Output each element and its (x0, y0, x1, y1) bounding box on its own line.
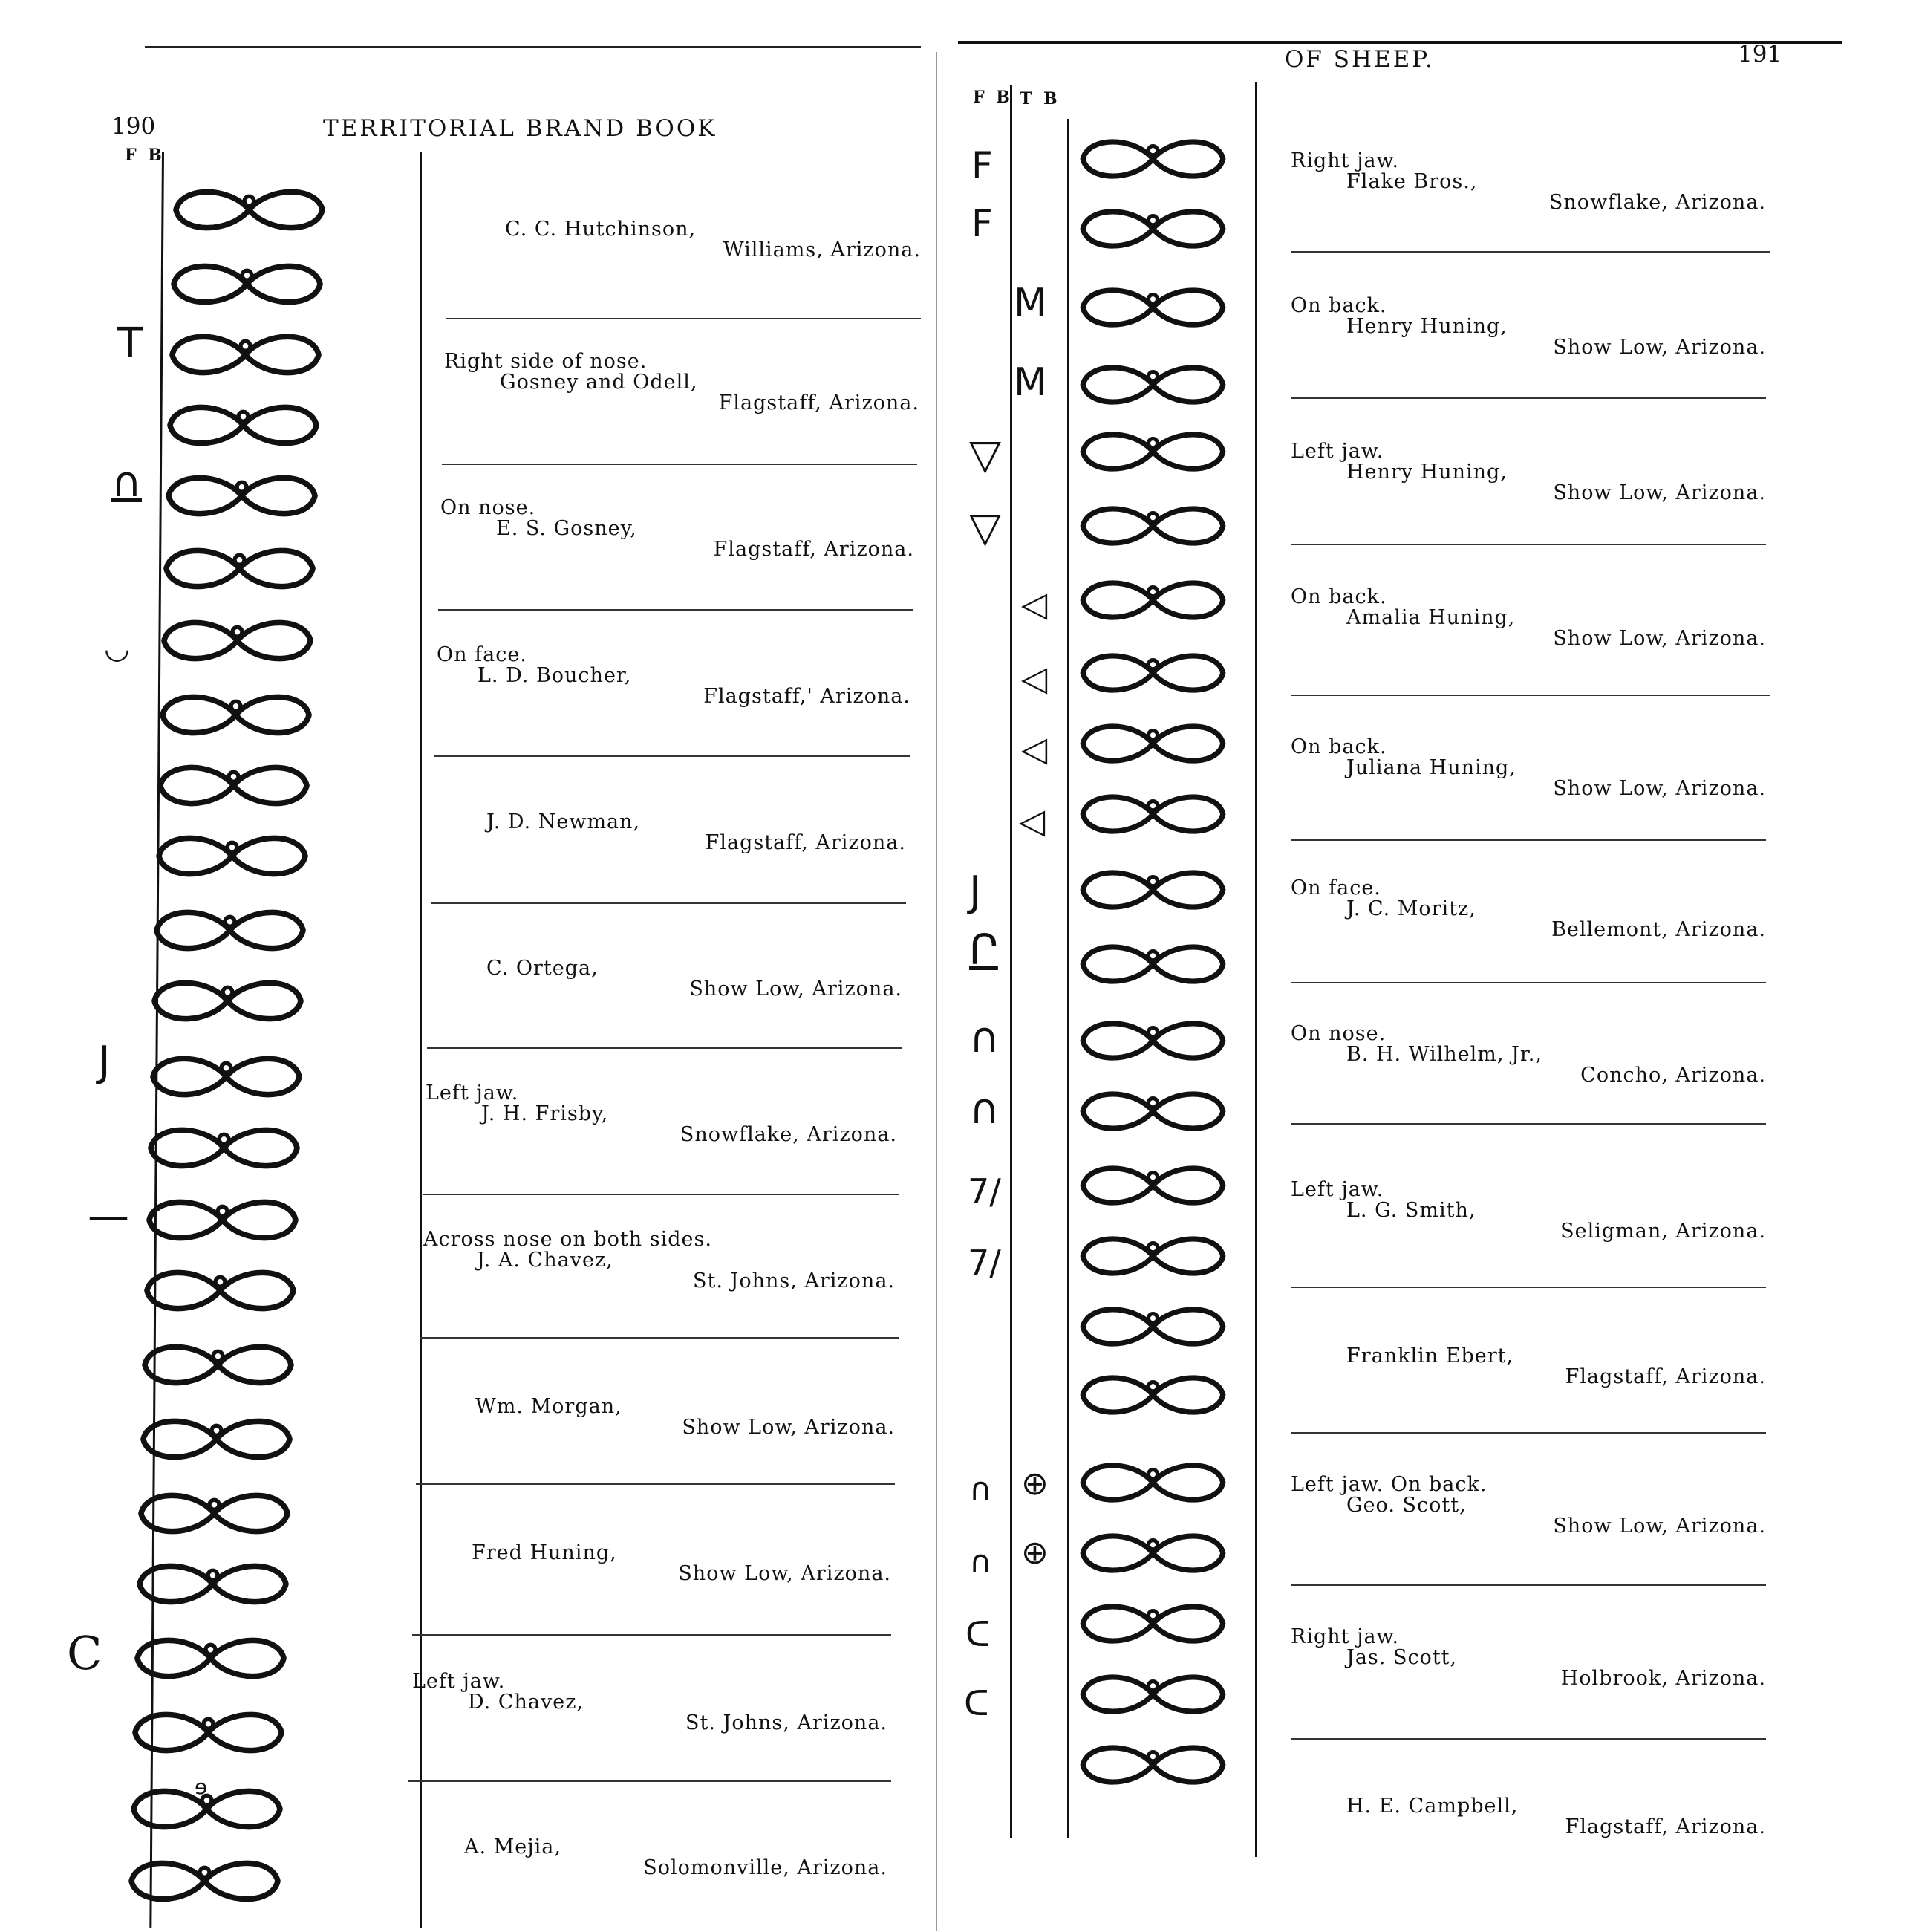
right-brand-11 (1077, 863, 1229, 917)
right-brand-16-ear-outline (1077, 1229, 1229, 1283)
right-entry-11: Right jaw. Jas. Scott, Holbrook, Arizona. (1291, 1625, 1766, 1690)
right-brand-3-ear-knot (1148, 295, 1157, 304)
left-entry-10: Fred Huning, Show Low, Arizona. (472, 1541, 891, 1585)
right-brand-21 (1077, 1597, 1229, 1650)
right-brand-23 (1077, 1738, 1229, 1792)
left-brand-11 (150, 902, 310, 958)
left-brand-24-ear-outline (125, 1853, 284, 1909)
right-brand-8 (1077, 646, 1229, 700)
right-fb-mark-arch3: ∩ (969, 1471, 992, 1507)
right-brand-16-ear-knot (1148, 1243, 1157, 1252)
right-entry-10: Left jaw. On back. Geo. Scott, Show Low, Arizona. (1291, 1473, 1766, 1538)
left-fb-column-head: F B (125, 146, 165, 165)
left-brand-4-ear-outline (163, 397, 323, 453)
left-brand-5-ear-outline (162, 468, 322, 524)
right-separator-9 (1291, 1432, 1766, 1434)
right-brand-4-ear-knot (1148, 372, 1157, 381)
right-tb-column-rule (1067, 119, 1069, 1838)
right-brand-11-ear-knot (1148, 877, 1157, 886)
left-brand-23-ear-knot (202, 1795, 212, 1805)
left-brand-22-ear-knot (203, 1719, 213, 1728)
right-entry-4: On back. Amalia Huning, Show Low, Arizona. (1291, 585, 1766, 650)
left-brand-20 (133, 1556, 293, 1612)
left-separator-5 (431, 902, 906, 904)
right-fb-column-head: F B (973, 88, 1013, 107)
right-tb-mark-circle2: ⊕ (1021, 1534, 1049, 1572)
right-brand-6 (1077, 499, 1229, 553)
left-brand-9-ear-knot (229, 772, 238, 781)
left-brand-16 (140, 1263, 300, 1318)
left-entry-1: C. C. Hutchinson, Williams, Arizona. (505, 218, 921, 261)
left-brand-1-ear-knot (244, 196, 254, 206)
right-brand-6-ear-knot (1148, 513, 1157, 522)
right-separator-4 (1291, 695, 1770, 696)
right-brand-20 (1077, 1526, 1229, 1580)
right-tb-mark-m1: M (1014, 281, 1047, 325)
right-fb-mark-c2: ᑕ (964, 1683, 989, 1723)
left-brand-20-ear-knot (208, 1570, 218, 1580)
left-brand-23-ear-outline (127, 1781, 287, 1837)
left-brand-9 (154, 758, 313, 813)
right-brand-18-ear-knot (1148, 1382, 1157, 1391)
right-brand-5-ear-outline (1077, 425, 1229, 478)
right-tb-column-head: T B (1020, 89, 1060, 108)
left-separator-4 (434, 755, 910, 757)
left-brand-16-ear-knot (215, 1277, 225, 1287)
left-brand-13-ear-outline (146, 1049, 306, 1105)
right-fb-mark-arch2: ∩ (969, 1085, 1000, 1133)
right-brand-19 (1077, 1456, 1229, 1509)
left-brand-15-ear-knot (218, 1206, 227, 1216)
left-brand-17-ear-outline (138, 1337, 298, 1393)
left-brand-1-ear-outline (169, 182, 329, 238)
right-text-column-rule (1255, 82, 1257, 1857)
left-separator-11 (408, 1780, 891, 1782)
left-fb-mark-c: C (67, 1626, 102, 1680)
right-brand-19-ear-knot (1148, 1470, 1157, 1479)
top-rule-right (958, 41, 1842, 44)
right-brand-1 (1077, 132, 1229, 186)
left-brand-13 (146, 1049, 306, 1105)
right-entry-2: On back. Henry Huning, Show Low, Arizona. (1291, 294, 1766, 359)
left-brand-24-ear-knot (200, 1867, 209, 1877)
left-brand-10-ear-knot (227, 842, 237, 852)
right-brand-23-ear-outline (1077, 1738, 1229, 1792)
right-brand-8-ear-knot (1148, 660, 1157, 669)
left-page-number: 190 (111, 113, 156, 140)
right-brand-15-ear-outline (1077, 1159, 1229, 1212)
right-entry-9: Franklin Ebert, Flagstaff, Arizona. (1346, 1344, 1766, 1388)
right-separator-11 (1291, 1738, 1766, 1740)
right-tb-mark-m2: M (1014, 360, 1047, 405)
right-brand-14 (1077, 1084, 1229, 1138)
right-separator-2 (1291, 397, 1766, 399)
right-fb-mark-71-2: 7/ (968, 1243, 1001, 1283)
right-brand-4-ear-outline (1077, 358, 1229, 412)
left-brand-5 (162, 468, 322, 524)
left-brand-6-ear-outline (160, 541, 319, 596)
left-brand-5-ear-knot (237, 482, 247, 492)
left-brand-14-ear-knot (219, 1134, 229, 1144)
right-brand-5-ear-knot (1148, 439, 1157, 448)
left-entry-12: A. Mejia, Solomonville, Arizona. (464, 1835, 887, 1879)
left-brand-3-ear-outline (166, 327, 325, 383)
left-brand-19 (134, 1486, 294, 1541)
right-brand-3-ear-outline (1077, 281, 1229, 334)
right-brand-15 (1077, 1159, 1229, 1212)
right-brand-15-ear-knot (1148, 1173, 1157, 1182)
right-entry-5: On back. Juliana Huning, Show Low, Arizona. (1291, 735, 1766, 800)
right-fb-mark-arch4: ∩ (969, 1544, 992, 1580)
right-brand-14-ear-knot (1148, 1099, 1157, 1108)
left-brand-3-ear-knot (241, 341, 250, 351)
left-entry-5: J. D. Newman, Flagstaff, Arizona. (486, 810, 906, 854)
right-brand-12-ear-outline (1077, 937, 1229, 991)
right-separator-5 (1291, 839, 1766, 841)
right-tb-mark-tri4: ◁ (1019, 801, 1046, 841)
right-brand-14-ear-outline (1077, 1084, 1229, 1138)
left-brand-14 (144, 1120, 304, 1176)
right-brand-10-ear-knot (1148, 801, 1157, 810)
left-brand-7-ear-knot (232, 627, 242, 637)
left-brand-2-ear-knot (242, 270, 252, 280)
right-brand-10-ear-outline (1077, 787, 1229, 841)
right-brand-6-ear-outline (1077, 499, 1229, 553)
left-running-head: TERRITORIAL BRAND BOOK (323, 115, 717, 142)
right-separator-6 (1291, 982, 1766, 983)
left-fb-mark-small: ɘ (195, 1775, 208, 1799)
left-separator-8 (420, 1337, 899, 1339)
right-entry-6: On face. J. C. Moritz, Bellemont, Arizona. (1291, 876, 1766, 941)
left-brand-10-ear-outline (152, 828, 312, 884)
right-brand-13 (1077, 1014, 1229, 1067)
gutter-line (936, 52, 937, 1931)
left-brand-9-ear-outline (154, 758, 313, 813)
left-brand-24 (125, 1853, 284, 1909)
right-fb-mark-f2: F (971, 202, 993, 245)
left-entry-8: Across nose on both sides. J. A. Chavez, St. Johns, Arizona. (423, 1228, 895, 1292)
left-separator-2 (442, 464, 917, 465)
left-separator-9 (416, 1483, 895, 1485)
right-brand-2-ear-outline (1077, 202, 1229, 256)
right-brand-7-ear-outline (1077, 573, 1229, 627)
left-fb-mark-dash: — (88, 1192, 129, 1240)
right-separator-10 (1291, 1584, 1766, 1586)
left-brand-12-ear-outline (148, 973, 307, 1029)
right-brand-17-ear-outline (1077, 1300, 1229, 1353)
right-tb-mark-circle1: ⊕ (1021, 1465, 1049, 1503)
right-brand-12 (1077, 937, 1229, 991)
right-entry-7: On nose. B. H. Wilhelm, Jr., Concho, Arizona. (1291, 1022, 1766, 1087)
right-brand-7 (1077, 573, 1229, 627)
left-brand-18-ear-outline (137, 1411, 296, 1467)
left-brand-1 (169, 182, 329, 238)
right-brand-8-ear-outline (1077, 646, 1229, 700)
right-brand-9 (1077, 717, 1229, 770)
right-brand-9-ear-outline (1077, 717, 1229, 770)
right-page-number: 191 (1738, 41, 1782, 68)
left-brand-15 (143, 1192, 302, 1248)
right-brand-11-ear-outline (1077, 863, 1229, 917)
left-separator-10 (412, 1634, 891, 1636)
left-entry-7: Left jaw. J. H. Frisby, Snowflake, Arizona. (426, 1082, 897, 1146)
right-entry-3: Left jaw. Henry Huning, Show Low, Arizona. (1291, 440, 1766, 504)
left-brand-4-ear-knot (238, 412, 248, 421)
left-brand-18-ear-knot (212, 1425, 221, 1435)
right-separator-8 (1291, 1287, 1766, 1288)
right-tb-mark-tri3: ◁ (1021, 729, 1048, 769)
right-brand-18 (1077, 1368, 1229, 1422)
right-brand-16 (1077, 1229, 1229, 1283)
right-brand-10 (1077, 787, 1229, 841)
right-brand-13-ear-knot (1148, 1028, 1157, 1037)
left-brand-17-ear-knot (213, 1351, 223, 1361)
left-fb-mark-j: J (98, 1038, 111, 1086)
right-fb-mark-arch1: ∩ (969, 1014, 1000, 1062)
left-brand-6 (160, 541, 319, 596)
left-brand-21-ear-outline (131, 1630, 290, 1686)
right-brand-20-ear-knot (1148, 1541, 1157, 1549)
right-entry-1: Right jaw. Flake Bros., Snowflake, Arizona. (1291, 149, 1766, 214)
left-brand-10 (152, 828, 312, 884)
left-entry-9: Wm. Morgan, Show Low, Arizona. (475, 1395, 895, 1439)
left-brand-12 (148, 973, 307, 1029)
right-brand-5 (1077, 425, 1229, 478)
left-brand-18 (137, 1411, 296, 1467)
left-text-column-rule (420, 152, 422, 1928)
left-brand-21 (131, 1630, 290, 1686)
left-entry-6: C. Ortega, Show Low, Arizona. (486, 957, 902, 1001)
right-tb-mark-tri1: ◁ (1021, 584, 1048, 624)
right-brand-7-ear-knot (1148, 588, 1157, 596)
right-separator-3 (1291, 544, 1766, 545)
left-brand-23 (127, 1781, 287, 1837)
left-brand-2-ear-outline (167, 256, 327, 312)
left-brand-14-ear-outline (144, 1120, 304, 1176)
left-brand-2 (167, 256, 327, 312)
left-brand-3 (166, 327, 325, 383)
left-brand-17 (138, 1337, 298, 1393)
left-brand-13-ear-knot (221, 1063, 231, 1073)
right-separator-1 (1291, 251, 1770, 253)
right-fb-mark-tri1: ▽ (969, 431, 1002, 479)
left-entry-2: Right side of nose. Gosney and Odell, Flagstaff, Arizona. (444, 350, 919, 414)
left-brand-8-ear-outline (156, 687, 316, 743)
right-brand-23-ear-knot (1148, 1752, 1157, 1761)
right-brand-2-ear-knot (1148, 216, 1157, 225)
right-brand-12-ear-knot (1148, 952, 1157, 960)
left-brand-7 (157, 613, 317, 669)
right-brand-21-ear-knot (1148, 1611, 1157, 1620)
left-brand-8 (156, 687, 316, 743)
right-brand-19-ear-outline (1077, 1456, 1229, 1509)
left-brand-6-ear-knot (235, 555, 244, 565)
right-entry-12: H. E. Campbell, Flagstaff, Arizona. (1346, 1795, 1766, 1838)
right-brand-3 (1077, 281, 1229, 334)
right-running-head: OF SHEEP. (1285, 46, 1435, 73)
right-brand-13-ear-outline (1077, 1014, 1229, 1067)
left-brand-4 (163, 397, 323, 453)
left-brand-21-ear-knot (206, 1645, 215, 1654)
right-brand-9-ear-knot (1148, 731, 1157, 740)
right-brand-20-ear-outline (1077, 1526, 1229, 1580)
right-tb-mark-tri2: ◁ (1021, 658, 1048, 698)
right-brand-4 (1077, 358, 1229, 412)
left-fb-mark-arch: ∩ (111, 458, 142, 507)
right-brand-21-ear-outline (1077, 1597, 1229, 1650)
right-fb-mark-tri2: ▽ (969, 504, 1002, 552)
left-entry-11: Left jaw. D. Chavez, St. Johns, Arizona. (412, 1670, 887, 1734)
right-brand-17 (1077, 1300, 1229, 1353)
right-brand-2 (1077, 202, 1229, 256)
right-fb-mark-j: J (969, 868, 982, 916)
left-brand-11-ear-knot (225, 917, 235, 926)
top-rule-left (145, 46, 921, 48)
left-brand-22 (128, 1705, 288, 1760)
right-fb-mark-hook: Ր (969, 926, 998, 975)
left-separator-1 (446, 318, 921, 319)
left-brand-11-ear-outline (150, 902, 310, 958)
left-brand-12-ear-knot (223, 987, 232, 997)
left-brand-16-ear-outline (140, 1263, 300, 1318)
left-brand-15-ear-outline (143, 1192, 302, 1248)
left-entry-3: On nose. E. S. Gosney, Flagstaff, Arizona. (440, 496, 914, 561)
left-brand-19-ear-knot (209, 1500, 219, 1509)
right-brand-17-ear-knot (1148, 1314, 1157, 1323)
left-brand-7-ear-outline (157, 613, 317, 669)
left-brand-19-ear-outline (134, 1486, 294, 1541)
right-brand-22 (1077, 1668, 1229, 1721)
left-entry-4: On face. L. D. Boucher, Flagstaff,' Arizona. (437, 643, 910, 708)
left-separator-7 (423, 1194, 899, 1195)
right-brand-22-ear-knot (1148, 1682, 1157, 1691)
left-fb-mark-t: T (117, 319, 143, 368)
right-fb-mark-c1: ᑕ (965, 1614, 991, 1654)
left-brand-22-ear-outline (128, 1705, 288, 1760)
right-brand-22-ear-outline (1077, 1668, 1229, 1721)
left-brand-8-ear-knot (231, 701, 241, 711)
right-fb-mark-71-1: 7/ (968, 1171, 1001, 1211)
right-brand-18-ear-outline (1077, 1368, 1229, 1422)
right-entry-8: Left jaw. L. G. Smith, Seligman, Arizona. (1291, 1178, 1766, 1243)
left-fb-mark-cup: ◡ (104, 631, 130, 666)
left-brand-20-ear-outline (133, 1556, 293, 1612)
right-brand-1-ear-outline (1077, 132, 1229, 186)
left-separator-3 (438, 609, 913, 611)
right-separator-7 (1291, 1123, 1766, 1125)
right-fb-column-rule (1010, 85, 1012, 1838)
right-fb-mark-f1: F (971, 144, 993, 187)
left-separator-6 (427, 1047, 902, 1049)
right-brand-1-ear-knot (1148, 146, 1157, 155)
